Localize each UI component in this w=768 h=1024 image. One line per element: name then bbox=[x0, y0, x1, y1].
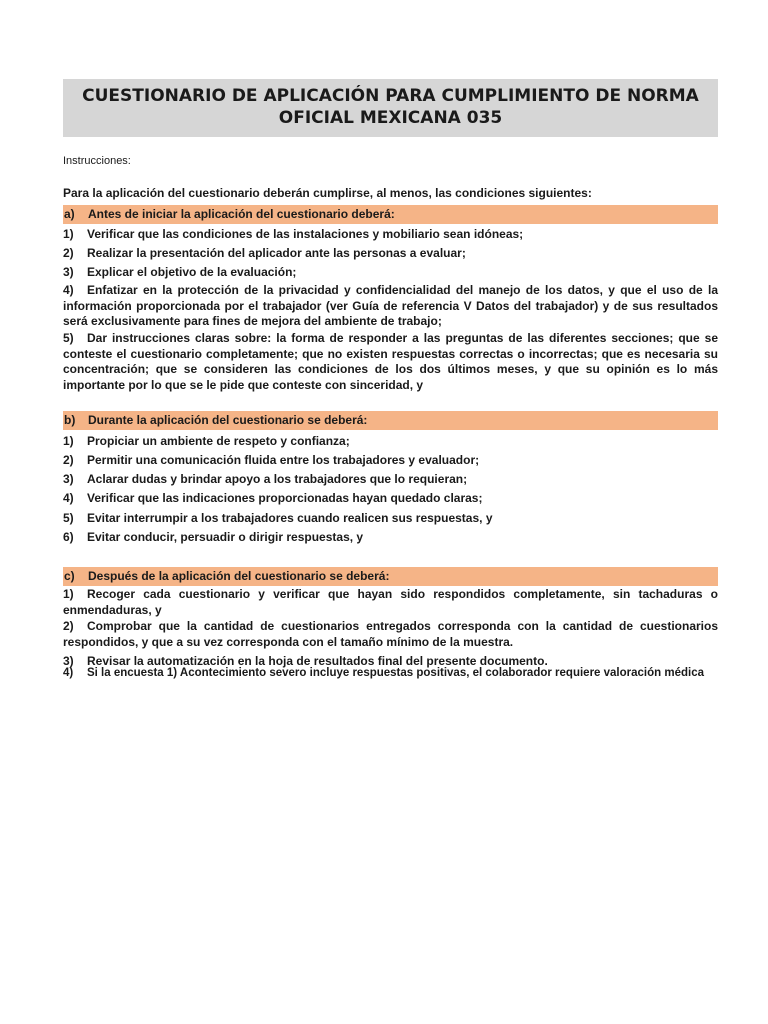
list-item: 2) Comprobar que la cantidad de cuestionarios entregados corresponda con la cantidad de cuestionarios respondidos, y que a su vez corresponda con el tamaño mínimo de la muestra. bbox=[63, 619, 718, 649]
list-item: 2) Permitir una comunicación fluida entre los trabajadores y evaluador; bbox=[63, 453, 480, 467]
list-item: 3) Revisar la automatización en la hoja de resultados final del presente documento. bbox=[63, 654, 548, 668]
document-title: CUESTIONARIO DE APLICACIÓN PARA CUMPLIMIENTO DE NORMA OFICIAL MEXICANA 035 bbox=[63, 79, 718, 137]
list-item: 6) Evitar conducir, persuadir o dirigir respuestas, y bbox=[63, 530, 364, 544]
section-heading-text: Después de la aplicación del cuestionario se deberá: bbox=[88, 569, 390, 583]
list-item: 4) Enfatizar en la protección de la privacidad y confidencialidad del manejo de los datos, y que el uso de la información proporcionada por el trabajador (ver Guía de referencia V Datos del trabajador) y de sus resultados será exclusivamente para fines de mejora del ambiente de trabajo; bbox=[63, 283, 718, 328]
section-b-heading bbox=[63, 411, 718, 430]
list-item: 3) Aclarar dudas y brindar apoyo a los trabajadores que lo requieran; bbox=[63, 472, 468, 486]
section-a-heading bbox=[63, 205, 718, 224]
list-item: 1) Recoger cada cuestionario y verificar que hayan sido respondidos completamente, sin tachaduras o enmendaduras, y bbox=[63, 587, 718, 617]
intro-text: Para la aplicación del cuestionario deberán cumplirse, al menos, las condiciones siguientes: bbox=[63, 186, 592, 200]
list-item: 5) Evitar interrumpir a los trabajadores cuando realicen sus respuestas, y bbox=[63, 511, 493, 525]
list-item: 2) Realizar la presentación del aplicador ante las personas a evaluar; bbox=[63, 246, 466, 260]
list-item: 5) Dar instrucciones claras sobre: la forma de responder a las preguntas de las diferentes secciones; que se conteste el cuestionario completamente; que no existen respuestas correctas o incorrectas; que es necesaria su concentración; que se consideren las condiciones de los dos últimos meses, y que su opinión es lo más importante por lo que se le pide que conteste con sinceridad, y bbox=[63, 331, 718, 392]
section-heading-text: Durante la aplicación del cuestionario se deberá: bbox=[88, 413, 368, 427]
list-item-truncated: 4) Si la encuesta 1) Acontecimiento severo incluye respuestas positivas, el colaborador requiere valoración médica bbox=[63, 667, 704, 679]
section-prefix: c) bbox=[64, 569, 75, 583]
section-prefix: a) bbox=[64, 207, 75, 221]
section-prefix: b) bbox=[64, 413, 76, 427]
section-heading-text: Antes de iniciar la aplicación del cuestionario deberá: bbox=[88, 207, 395, 221]
list-item: 1) Verificar que las condiciones de las instalaciones y mobiliario sean idóneas; bbox=[63, 227, 524, 241]
section-c-heading bbox=[63, 567, 718, 586]
instructions-label: Instrucciones: bbox=[63, 155, 131, 167]
list-item: 3) Explicar el objetivo de la evaluación; bbox=[63, 265, 297, 279]
list-item: 1) Propiciar un ambiente de respeto y confianza; bbox=[63, 434, 350, 448]
list-item: 4) Verificar que las indicaciones proporcionadas hayan quedado claras; bbox=[63, 491, 483, 505]
